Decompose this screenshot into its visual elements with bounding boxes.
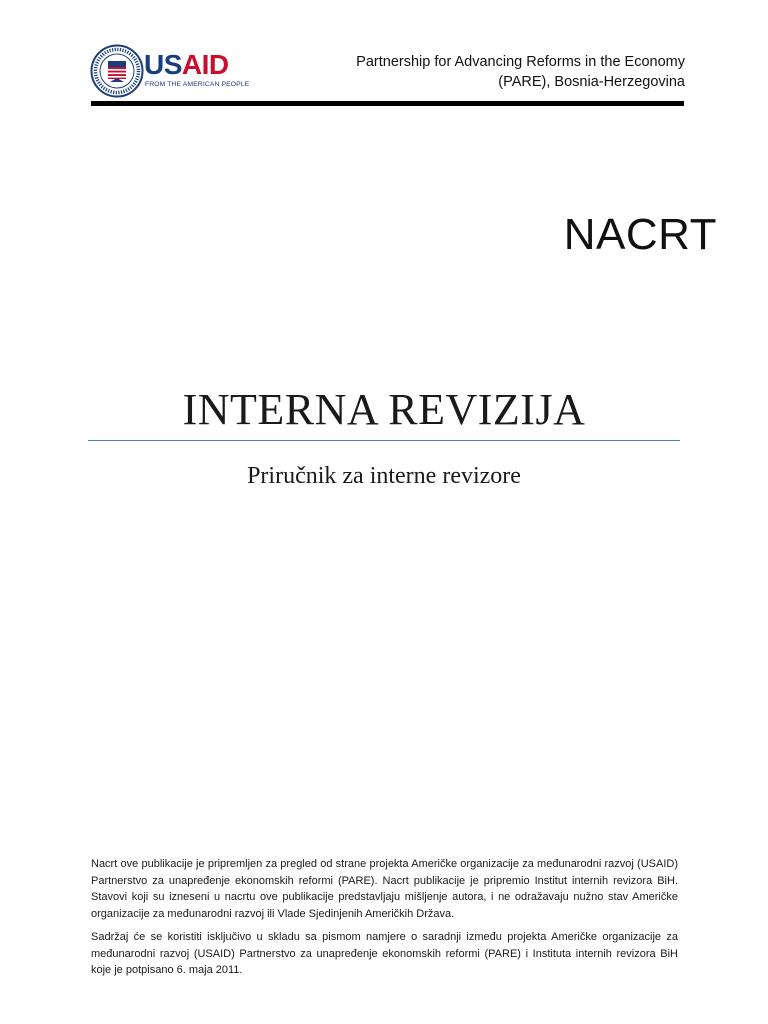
usaid-wordmark [144,50,229,80]
wordmark-aid: AID [181,49,229,80]
usaid-tagline: FROM THE AMERICAN PEOPLE [145,81,250,88]
wordmark-us: US [144,49,182,80]
usaid-seal-icon [90,44,144,98]
disclaimer-paragraph-2: Sadržaj će se koristiti isključivo u skladu sa pismom namjere o saradnji između projekta Američke organizacije za međunarodni razvoj (USAID) Partnerstvo za unapređenje ekonomskih reformi (PARE) i Instituta internih revizora BiH koje je potpisano 6. maja 2011. [91,931,678,976]
project-header [265,52,685,92]
header-divider [91,101,684,106]
disclaimer-paragraph-1: Nacrt ove publikacije je pripremljen za pregled od strane projekta Američke organizacije za međunarodni razvoj (USAID) Partnerstvo za unapređenje ekonomskih reformi (PARE). Nacrt publikacije je pripremio Institut internih revizora BiH. Stavovi koji su izneseni u nacrtu ove publikacije predstavljaju mišljenje autora, i ne odražavaju nužno stav Američke organizacije za međunarodni razvoj ili Vlade Sjedinjenih Američkih Država. [91,858,678,920]
title-divider [88,440,680,441]
document-subtitle: Priručnik za interne revizore [247,463,521,489]
draft-label: NACRT [563,210,717,259]
project-name-line2: (PARE), Bosnia-Herzegovina [498,74,685,90]
project-name-line1: Partnership for Advancing Reforms in the Economy [356,54,685,70]
usaid-logo [90,44,250,100]
document-title: INTERNA REVIZIJA [182,385,586,434]
disclaimer [91,856,678,986]
